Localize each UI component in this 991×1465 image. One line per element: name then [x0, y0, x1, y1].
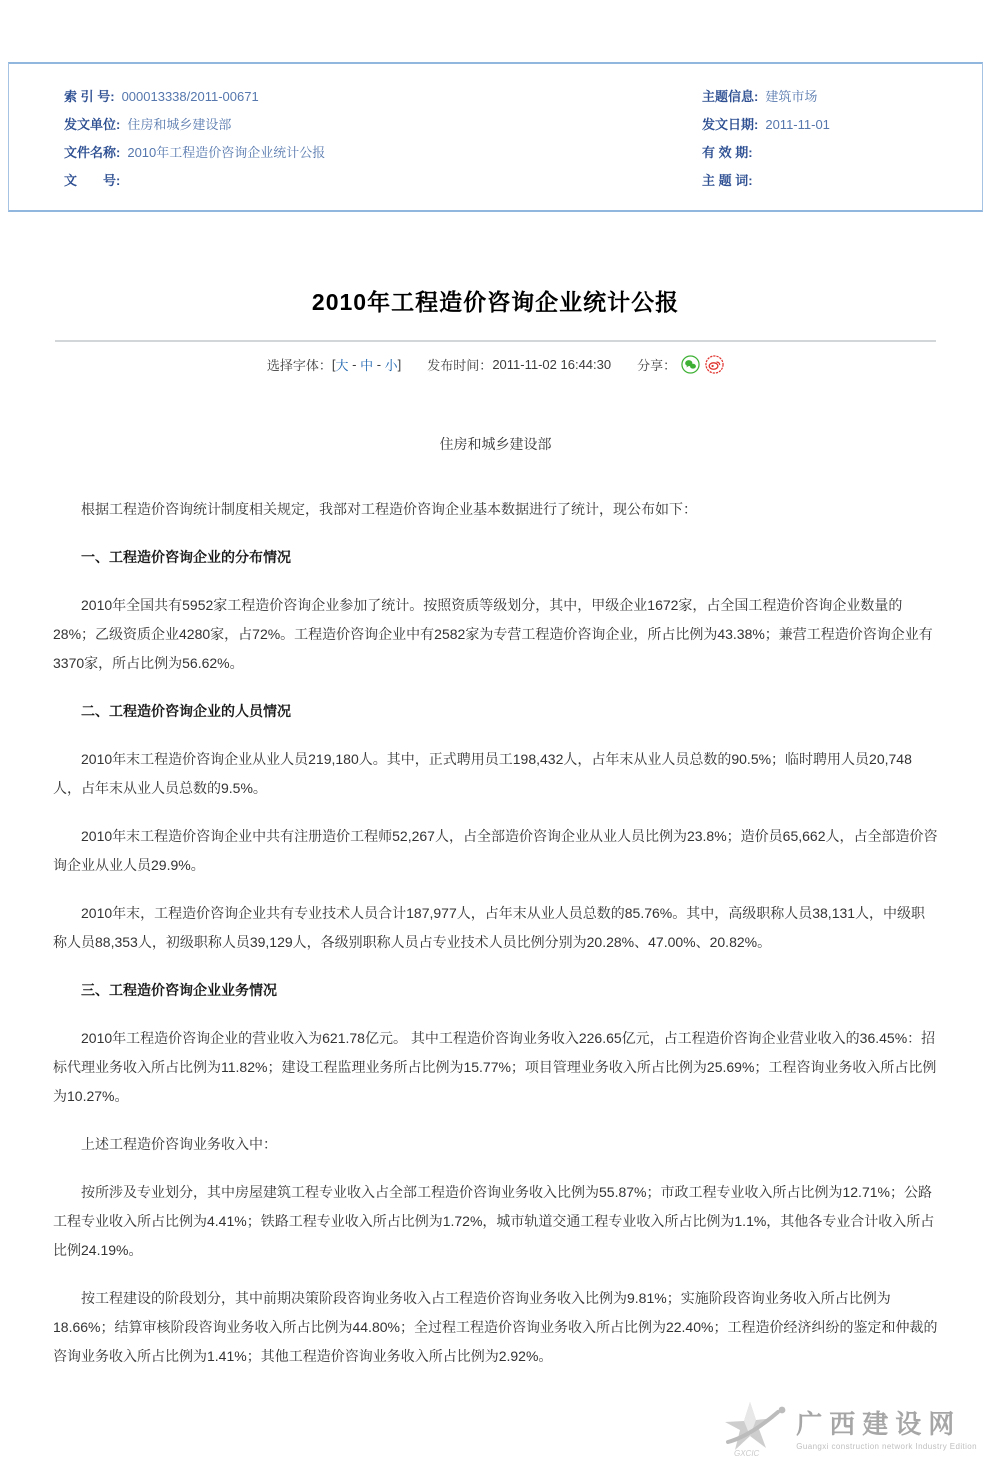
font-size-separator: - — [373, 357, 385, 372]
meta-row-right-3 — [702, 167, 982, 195]
svg-text:GXCIC: GXCIC — [734, 1449, 760, 1458]
site-watermark — [720, 1398, 977, 1465]
font-size-large-link[interactable]: 大 — [335, 358, 349, 373]
meta-label: 发文日期: — [702, 117, 759, 132]
article-body — [53, 430, 938, 1371]
publish-time-value: 2011-11-02 16:44:30 — [492, 357, 612, 372]
share-label: 分享： — [637, 358, 677, 373]
document-meta-box — [8, 62, 983, 212]
issuer-line: 住房和城乡建设部 — [439, 436, 552, 452]
meta-label: 文件名称: — [64, 145, 121, 160]
bracket-open: [ — [331, 357, 336, 372]
meta-label: 主 题 词: — [702, 173, 753, 188]
bracket-close: ] — [397, 357, 402, 372]
meta-left-col — [64, 83, 702, 210]
title-divider — [55, 340, 936, 342]
section-heading: 三、工程造价咨询企业业务情况 — [81, 982, 277, 998]
weibo-share-icon[interactable] — [705, 355, 724, 374]
font-size-label: 选择字体： — [266, 358, 332, 373]
meta-label: 主题信息: — [702, 89, 759, 104]
meta-label: 索 引 号: — [64, 89, 115, 104]
watermark-subtitle: Guangxi construction network Industry Edition — [796, 1442, 977, 1451]
meta-right-col — [702, 83, 982, 210]
star-swoosh-logo-icon — [720, 1398, 792, 1465]
meta-value: 2010年工程造价咨询企业统计公报 — [127, 145, 326, 160]
font-size-small-link[interactable]: 小 — [384, 358, 398, 373]
meta-row-right-2 — [702, 139, 982, 167]
article-toolbar — [0, 355, 991, 374]
paragraph: 2010年全国共有5952家工程造价咨询企业参加了统计。按照资质等级划分，其中，甲级企业1672家，占全国工程造价咨询企业数量的28%；乙级资质企业4280家，占72%。工程造价咨询企业中有2582家为专营工程造价咨询企业，所占比例为43.38%；兼营工程造价咨询企业有3370家，所占比例为56.62%。 — [53, 597, 933, 671]
paragraph: 2010年末工程造价咨询企业从业人员219,180人。其中，正式聘用员工198,432人，占年末从业人员总数的90.5%；临时聘用人员20,748人，占年末从业人员总数的9.5%。 — [53, 751, 912, 796]
meta-row-right-1 — [702, 111, 982, 139]
meta-value: 2011-11-01 — [765, 117, 830, 132]
meta-label: 发文单位: — [64, 117, 121, 132]
page-title: 2010年工程造价咨询企业统计公报 — [311, 289, 680, 315]
paragraph: 按工程建设的阶段划分，其中前期决策阶段咨询业务收入占工程造价咨询业务收入比例为9.81%；实施阶段咨询业务收入所占比例为18.66%；结算审核阶段咨询业务收入所占比例为44.80%；全过程工程造价咨询业务收入所占比例为22.40%；工程造价经济纠纷的鉴定和仲裁的咨询业务收入所占比例为1.41%；其他工程造价咨询业务收入所占比例为2.92%。 — [53, 1290, 938, 1364]
section-heading: 一、工程造价咨询企业的分布情况 — [81, 549, 291, 565]
meta-row-left-3 — [64, 167, 702, 195]
paragraph: 2010年末，工程造价咨询企业共有专业技术人员合计187,977人，占年末从业人员总数的85.76%。其中，高级职称人员38,131人，中级职称人员88,353人，初级职称人员39,129人，各级别职称人员占专业技术人员比例分别为20.28%、47.00%、20.82%。 — [53, 905, 926, 950]
page — [0, 62, 991, 1463]
meta-value: 000013338/2011-00671 — [121, 89, 259, 104]
meta-row-right-0 — [702, 83, 982, 111]
meta-row-left-2 — [64, 139, 702, 167]
watermark-text — [796, 1412, 977, 1451]
paragraph: 2010年工程造价咨询企业的营业收入为621.78亿元。 其中工程造价咨询业务收入226.65亿元，占工程造价咨询企业营业收入的36.45%：招标代理业务收入所占比例为11.82%；建设工程监理业务所占比例为15.77%；项目管理业务收入所占比例为25.69%；工程咨询业务收入所占比例为10.27%。 — [53, 1030, 937, 1104]
meta-value: 住房和城乡建设部 — [127, 117, 232, 132]
paragraph: 根据工程造价咨询统计制度相关规定，我部对工程造价咨询企业基本数据进行了统计，现公布如下： — [81, 501, 697, 517]
meta-row-left-1 — [64, 111, 702, 139]
meta-label: 文 号: — [64, 173, 121, 188]
meta-value: 建筑市场 — [765, 89, 818, 104]
meta-row-left-0 — [64, 83, 702, 111]
wechat-share-icon[interactable] — [681, 355, 700, 374]
paragraph: 上述工程造价咨询业务收入中： — [81, 1136, 277, 1152]
publish-time-label: 发布时间： — [427, 358, 493, 373]
font-size-separator: - — [348, 357, 361, 372]
font-size-medium-link[interactable]: 中 — [360, 358, 374, 373]
meta-label: 有 效 期: — [702, 145, 753, 160]
paragraph: 按所涉及专业划分，其中房屋建筑工程专业收入占全部工程造价咨询业务收入比例为55.87%；市政工程专业收入所占比例为12.71%；公路工程专业收入所占比例为4.41%；铁路工程专业收入所占比例为1.72%，城市轨道交通工程专业收入所占比例为1.1%，其他各专业合计收入所占比例24.19%。 — [53, 1184, 935, 1258]
watermark-brand: 广西建设网 — [796, 1410, 962, 1439]
paragraph: 2010年末工程造价咨询企业中共有注册造价工程师52,267人，占全部造价咨询企业从业人员比例为23.8%；造价员65,662人，占全部造价咨询企业从业人员29.9%。 — [53, 828, 938, 873]
section-heading: 二、工程造价咨询企业的人员情况 — [81, 703, 291, 719]
